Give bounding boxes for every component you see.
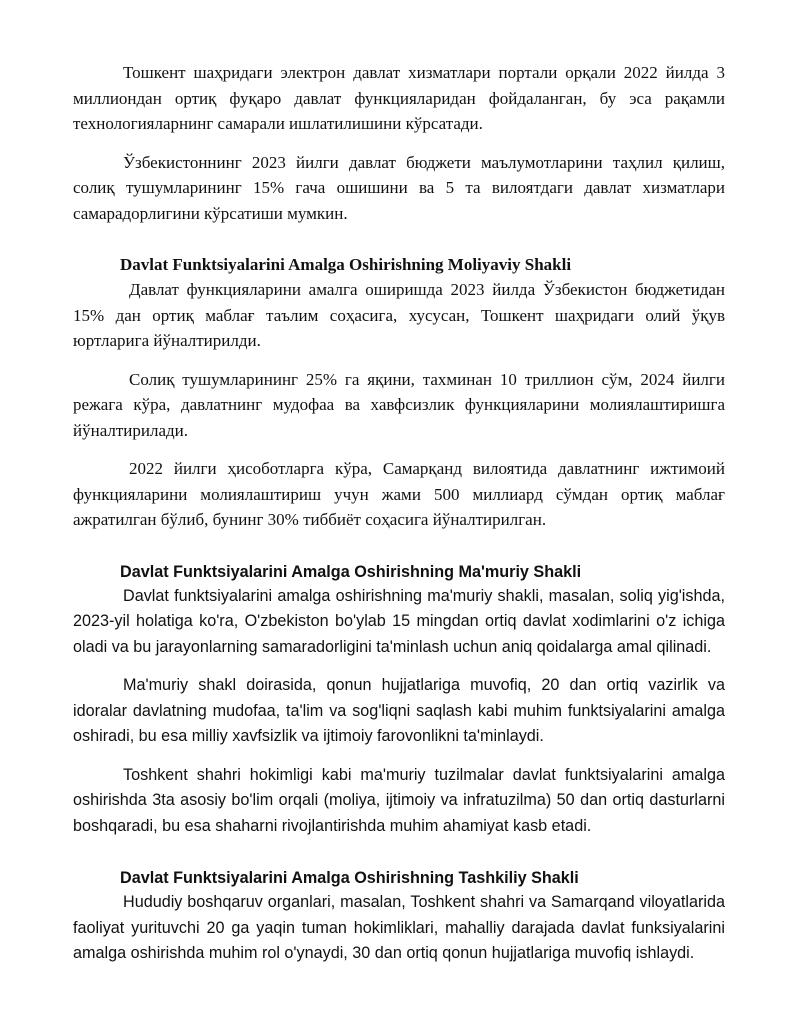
heading-financial-form: Davlat Funktsiyalarini Amalga Oshirishning Moliyaviy Shakli — [120, 255, 572, 274]
administrative-paragraph-3: Toshkent shahri hokimligi kabi ma'muriy tuzilmalar davlat funktsiyalarini amalga oshirishda 3ta asosiy bo'lim orqali (moliya, ijtimoiy va infratuzilma) 50 dan ortiq dasturlarni boshqaradi, bu esa shaharni rivojlantirishda muhim ahamiyat kasb etadi. — [73, 765, 725, 835]
administrative-paragraph-2: Ma'muriy shakl doirasida, qonun hujjatlariga muvofiq, 20 dan ortiq vazirlik va idoralar davlatning mudofaa, ta'lim va sog'liqni saqlash kabi muhim funktsiyalarini amalga oshiradi, bu esa milliy xavfsizlik va ijtimoiy farovonlikni ta'minlaydi. — [73, 676, 725, 745]
financial-paragraph-3: 2022 йилги ҳисоботларга кўра, Самарқанд вилоятида давлатнинг ижтимоий функцияларини молиялаштириш учун жами 500 миллиард сўмдан ортиқ маблағ ажратилган бўлиб, бунинг 30% тиббиёт соҳасига йўналтирилган. — [73, 459, 725, 529]
document-page — [73, 60, 725, 967]
intro-paragraph-1: Тошкент шаҳридаги электрон давлат хизматлари портали орқали 2022 йилда 3 миллиондан ортиқ фуқаро давлат функцияларидан фойдаланган, бу эса рақамли технологияларнинг самарали ишлатилишини кўрсатади. — [73, 63, 725, 133]
financial-paragraph-1: Давлат функцияларини амалга оширишда 2023 йилда Ўзбекистон бюджетидан 15% дан ортиқ маблағ таълим соҳасига, хусусан, Тошкент шаҳридаги олий ўқув юртларига йўналтирилди. — [73, 280, 725, 350]
administrative-paragraph-1: Davlat funktsiyalarini amalga oshirishning ma'muriy shakli, masalan, soliq yig'ishda, 2023-yil holatiga ko'ra, O'zbekiston bo'ylab 15 mingdan ortiq davlat xodimlarini o'z ichiga oladi va bu jarayonlarning samaradorligini ta'minlash uchun aniq qoidalarga amal qilinadi. — [73, 586, 725, 656]
financial-paragraph-2: Солиқ тушумларининг 25% га яқини, тахминан 10 триллион сўм, 2024 йилги режага кўра, давлатнинг мудофаа ва хавфсизлик функцияларини молиялаштиришга йўналтирилади. — [73, 369, 725, 440]
heading-administrative-form: Davlat Funktsiyalarini Amalga Oshirishning Ma'muriy Shakli — [120, 562, 582, 581]
heading-organizational-form: Davlat Funktsiyalarini Amalga Oshirishning Tashkiliy Shakli — [120, 869, 579, 887]
organizational-paragraph-1: Hududiy boshqaruv organlari, masalan, Toshkent shahri va Samarqand viloyatlarida faoliyat yurituvchi 20 ga yaqin tuman hokimliklari, mahalliy darajada davlat funksiyalarini amalga oshirishda muhim rol o'ynaydi, 30 dan ortiq qonun hujjatlariga muvofiq ishlaydi. — [73, 893, 725, 962]
intro-paragraph-2: Ўзбекистоннинг 2023 йилги давлат бюджети маълумотларини таҳлил қилиш, солиқ тушумларининг 15% гача ошишини ва 5 та вилоятдаги давлат хизматлари самарадорлигини кўрсатиши мумкин. — [73, 152, 725, 223]
